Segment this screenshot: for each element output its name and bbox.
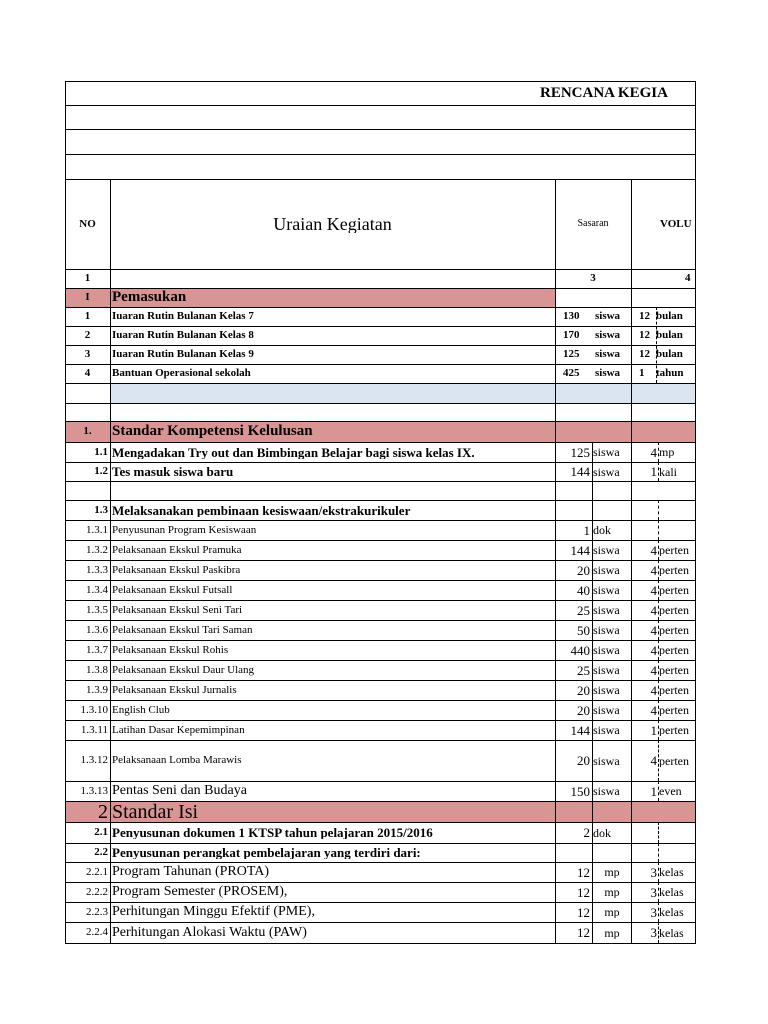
row-qty: 144 [570,543,590,557]
row-vol-unit: perten [659,724,689,736]
number-cell: 1 [84,273,91,284]
col-divider [110,403,111,421]
row-number: 1.3.4 [86,584,108,596]
col-divider [110,720,111,740]
row-number: 1.3.12 [80,755,108,766]
row-label: Program Tahunan (PROTA) [112,865,270,879]
row-vol: 12 [639,311,650,322]
row-number: 1.3 [94,504,108,516]
row-number: 1.1 [94,446,108,458]
col-divider [110,680,111,700]
section-number: I [85,292,90,303]
row-vol: 1 [650,465,657,478]
row-unit: siswa [593,564,620,576]
row-vol-unit: kelas [659,866,684,878]
row-label: Perhitungan Minggu Efektif (PME), [112,905,315,919]
row-border [65,129,695,130]
header-no: NO [79,218,96,230]
row-label: Pelaksanaan Ekskul Paskibra [112,564,241,576]
row-number: 1.3.2 [86,544,108,556]
row-vol-unit: perten [659,684,689,696]
col-divider [631,383,632,403]
row-unit: siswa [593,584,620,596]
row-vol-unit: perten [659,544,689,556]
col-divider [555,403,556,421]
row-border [65,560,695,561]
header-sasaran: Sasaran [577,219,609,229]
row-label: Penyusunan Program Kesiswaan [112,524,257,536]
row-unit: mp [604,886,620,898]
col-divider [110,442,111,462]
row-label: Pelaksanaan Lomba Marawis [112,755,242,766]
row-number: 1.3.5 [86,604,108,616]
row-qty: 20 [577,683,590,697]
number-cell: 3 [590,273,596,284]
row-unit: mp [604,866,620,878]
row-vol: 3 [650,885,657,899]
row-border [65,640,695,641]
row-border [65,403,695,404]
row-qty: 50 [577,623,590,637]
row-label: Bantuan Operasional sekolah [112,368,251,379]
row-unit: siswa [593,465,620,478]
row-vol-unit: perten [659,564,689,576]
row-number: 1.2 [94,466,108,477]
row-label: Latihan Dasar Kepemimpinan [112,724,245,736]
col-divider [110,462,111,481]
row-vol-unit: bulan [656,349,683,360]
col-divider [110,902,111,922]
col-divider [631,801,632,822]
col-divider [110,640,111,660]
row-vol: 12 [639,349,650,360]
row-vol: 4 [650,603,657,617]
row-vol-unit: perten [659,604,689,616]
col-divider [555,843,556,862]
col-divider [110,843,111,862]
col-divider-dashed [658,843,659,862]
row-vol-unit: bulan [656,330,683,341]
row-unit: siswa [593,644,620,656]
row-label: Perhitungan Alokasi Waktu (PAW) [112,925,307,940]
row-unit: siswa [593,704,620,716]
row-vol: 1 [639,368,645,379]
row-label: Program Semester (PROSEM), [112,885,288,899]
col-divider [555,345,556,364]
row-unit: mp [604,906,620,918]
table-right-border [695,81,696,944]
row-vol: 3 [650,865,657,879]
row-unit: dok [593,524,611,536]
col-divider-dashed [658,822,659,843]
row-border [65,620,695,621]
col-divider [555,288,556,307]
row-qty: 20 [577,703,590,717]
page-title: RENCANA KEGIA [540,85,668,101]
col-divider [110,882,111,902]
col-divider [631,481,632,500]
row-vol: 4 [650,643,657,657]
row-qty: 25 [577,663,590,677]
row-border [65,862,695,863]
row-number: 4 [84,368,91,379]
col-divider [110,540,111,560]
col-divider [631,269,632,288]
row-vol: 3 [650,926,657,939]
row-unit: siswa [593,754,620,767]
blank-fill [556,384,631,403]
row-border [65,105,695,106]
row-border [65,680,695,681]
row-border [65,902,695,903]
row-qty: 1 [583,523,590,537]
row-qty: 125 [563,349,580,360]
row-border [65,307,695,308]
col-divider [631,403,632,421]
row-number: 2 [84,330,91,341]
col-divider [631,364,632,383]
col-divider [110,600,111,620]
row-label: Pentas Seni dan Budaya [112,784,247,798]
row-vol: 4 [650,683,657,697]
row-qty: 440 [570,643,590,657]
blank-fill [111,384,555,403]
row-number: 2.2.4 [86,927,108,938]
row-vol: 4 [650,623,657,637]
col-divider [110,481,111,500]
row-border [65,345,695,346]
section-title: Pemasukan [112,290,187,305]
row-label: Pelaksanaan Ekskul Rohis [112,644,229,656]
row-border [65,660,695,661]
row-vol-unit: kelas [659,926,684,939]
col-divider [555,383,556,403]
row-qty: 12 [577,885,590,899]
col-divider [110,307,111,326]
col-divider [110,922,111,943]
row-number: 1.3.8 [86,664,108,676]
col-divider [631,326,632,345]
col-divider [110,740,111,781]
row-number: 1.3.10 [80,704,108,716]
row-vol: 12 [639,330,650,341]
row-vol: 4 [650,754,657,767]
row-label: Penyusunan perangkat pembelajaran yang terdiri dari: [112,846,421,859]
row-unit: siswa [593,446,620,458]
row-qty: 144 [570,465,590,478]
row-number: 1 [84,311,91,322]
row-number: 2.2.2 [86,886,108,898]
row-number: 1.3.9 [86,684,108,696]
row-qty: 170 [563,330,580,341]
row-border [65,269,695,270]
row-number: 1.3.13 [80,785,108,797]
row-qty: 40 [577,583,590,597]
row-unit: siswa [595,368,621,379]
row-label: Tes masuk siswa baru [112,465,234,478]
row-qty: 20 [577,563,590,577]
col-divider [110,620,111,640]
row-qty: 12 [577,865,590,879]
col-divider [555,500,556,520]
row-number: 1.3.11 [80,724,108,736]
row-vol-unit: perten [659,584,689,596]
row-label: Pelaksanaan Ekskul Futsall [112,584,233,596]
col-divider [110,862,111,882]
row-border [65,943,695,944]
col-divider [110,560,111,580]
col-divider [110,781,111,801]
row-unit: siswa [593,785,620,797]
row-border [65,882,695,883]
row-vol-unit: perten [659,754,689,767]
row-label: Iuaran Rutin Bulanan Kelas 7 [112,311,254,322]
row-label: Iuaran Rutin Bulanan Kelas 8 [112,330,254,341]
row-number: 2.2 [94,847,108,858]
col-divider [110,269,111,288]
row-border [65,326,695,327]
row-label: Iuaran Rutin Bulanan Kelas 9 [112,349,254,360]
row-label: Pelaksanaan Ekskul Daur Ulang [112,664,255,676]
col-divider [631,843,632,862]
row-label: Penyusunan dokumen 1 KTSP tahun pelajaran 2015/2016 [112,826,433,839]
row-border [65,843,695,844]
col-divider [631,500,632,520]
row-number: 1.3.3 [86,564,108,576]
col-divider-dashed [658,500,659,520]
col-divider [110,660,111,680]
row-border [65,822,695,823]
col-divider [631,520,632,540]
row-unit: siswa [593,684,620,696]
row-label: English Club [112,704,170,716]
row-qty: 130 [563,311,580,322]
col-divider [555,481,556,500]
row-vol-unit: even [659,785,682,797]
row-label: Melaksanakan pembinaan kesiswaan/ekstrakurikuler [112,503,411,517]
row-vol-unit: kelas [659,886,684,898]
row-label: Pelaksanaan Ekskul Pramuka [112,544,242,556]
col-divider [555,326,556,345]
col-divider [110,421,111,442]
col-divider [110,822,111,843]
row-unit: mp [604,926,620,939]
row-border [65,364,695,365]
row-qty: 12 [577,926,590,939]
col-divider [592,500,593,520]
col-divider [631,421,632,442]
row-border [65,442,695,443]
col-divider [631,288,632,307]
row-qty: 425 [563,368,580,379]
row-unit: siswa [595,311,621,322]
row-label: Pelaksanaan Ekskul Jurnalis [112,684,237,696]
section-title: Standar Kompetensi Kelulusan [112,424,313,439]
row-vol: 4 [650,543,657,557]
row-border [65,520,695,521]
row-unit: siswa [593,544,620,556]
row-border [65,462,695,463]
row-label: Mengadakan Try out dan Bimbingan Belajar bagi siswa kelas IX. [112,445,475,459]
row-unit: dok [593,826,611,839]
row-label: Pelaksanaan Ekskul Tari Saman [112,624,253,636]
col-divider-dashed [658,520,659,540]
header-uraian: Uraian Kegiatan [273,215,392,233]
row-border [65,580,695,581]
col-divider [110,500,111,520]
row-vol: 1 [650,784,657,798]
header-volume: VOLU [660,218,692,230]
row-unit: siswa [595,330,621,341]
row-border [65,922,695,923]
blank-fill [632,384,695,403]
row-number: 2.2.1 [86,866,108,878]
col-divider [110,345,111,364]
col-divider [110,801,111,822]
row-number: 3 [84,349,91,360]
row-label: Pelaksanaan Ekskul Seni Tari [112,604,243,616]
row-border [65,540,695,541]
row-border [65,154,695,155]
row-number: 1.3.1 [86,524,108,536]
col-divider [592,481,593,500]
row-border [65,740,695,741]
row-vol-unit: tahun [656,368,684,379]
col-divider [631,345,632,364]
row-qty: 12 [577,905,590,919]
col-divider [110,288,111,307]
row-unit: siswa [593,604,620,616]
row-qty: 25 [577,603,590,617]
col-divider [110,364,111,383]
row-qty: 20 [577,754,590,767]
row-number: 2.1 [94,827,108,838]
col-divider [555,421,556,442]
row-vol: 1 [650,723,657,737]
row-number: 1.3.7 [86,644,108,656]
row-vol: 4 [650,663,657,677]
row-unit: siswa [595,349,621,360]
row-border [65,500,695,501]
row-vol-unit: bulan [656,311,683,322]
col-divider [592,843,593,862]
col-divider [110,383,111,403]
row-border [65,81,695,82]
row-unit: siswa [593,664,620,676]
row-vol: 3 [650,905,657,919]
row-vol-unit: kelas [659,906,684,918]
col-divider [110,700,111,720]
col-divider [110,326,111,345]
section-number: 2 [98,801,108,822]
col-divider [631,179,632,269]
row-vol-unit: kali [659,465,677,478]
col-divider-dashed [656,307,657,383]
row-vol: 4 [650,445,657,459]
col-divider [631,307,632,326]
row-qty: 144 [570,723,590,737]
row-vol: 4 [650,563,657,577]
row-border [65,179,695,180]
col-divider [631,822,632,843]
section-number: 1. [83,426,92,437]
row-unit: siswa [593,724,620,736]
row-border [65,700,695,701]
row-border [65,481,695,482]
row-border [65,720,695,721]
number-cell: 4 [685,273,691,284]
row-qty: 125 [570,445,590,459]
col-divider [110,580,111,600]
section-title: Standar Isi [112,801,199,822]
row-number: 1.3.6 [86,624,108,636]
row-qty: 2 [583,826,590,839]
col-divider [555,307,556,326]
col-divider [555,364,556,383]
row-vol-unit: mp [659,446,675,458]
row-vol-unit: perten [659,704,689,716]
col-divider [110,520,111,540]
row-vol-unit: perten [659,644,689,656]
row-border [65,781,695,782]
row-vol-unit: perten [659,664,689,676]
row-vol: 4 [650,703,657,717]
row-vol-unit: perten [659,624,689,636]
row-border [65,600,695,601]
row-unit: siswa [593,624,620,636]
col-divider [555,801,556,822]
row-vol: 4 [650,583,657,597]
row-number: 2.2.3 [86,906,108,918]
row-qty: 150 [570,784,590,798]
col-divider [592,801,593,822]
